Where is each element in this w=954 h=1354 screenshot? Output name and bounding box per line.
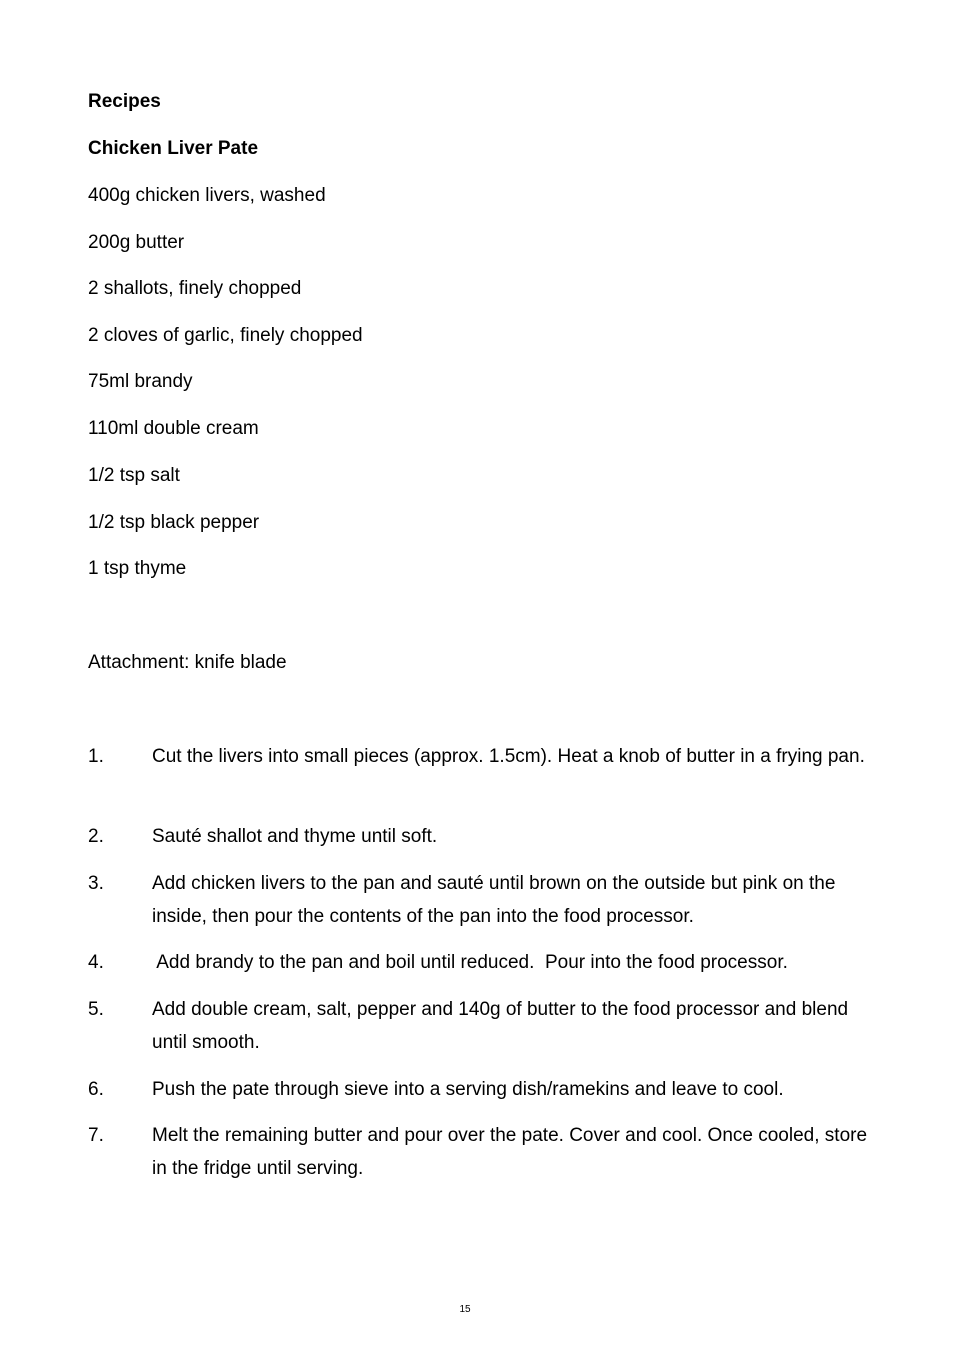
step-number: 1. — [88, 746, 104, 767]
ingredient-item: 110ml double cream — [88, 418, 259, 439]
recipe-title: Chicken Liver Pate — [88, 138, 259, 159]
ingredient-item: 200g butter — [88, 232, 185, 253]
step-number: 4. — [88, 952, 104, 973]
ingredient-item: 1/2 tsp salt — [88, 465, 180, 486]
step-text: Push the pate through sieve into a serving dish/ramekins and leave to cool. — [152, 1079, 784, 1100]
ingredient-item: 2 cloves of garlic, finely chopped — [88, 325, 363, 346]
ingredient-item: 1 tsp thyme — [88, 558, 187, 579]
step-number: 6. — [88, 1079, 104, 1100]
step-number: 7. — [88, 1125, 104, 1146]
step-text: Add double cream, salt, pepper and 140g of butter to the food processor and blend until smooth. — [152, 999, 849, 1053]
ingredient-item: 75ml brandy — [88, 371, 193, 392]
ingredient-item: 2 shallots, finely chopped — [88, 278, 302, 299]
step-text: Add chicken livers to the pan and sauté until brown on the outside but pink on the inside, then pour the contents of the pan into the food processor. — [152, 873, 836, 927]
step-text: Add brandy to the pan and boil until reduced. Pour into the food processor. — [152, 952, 788, 973]
page-number: 15 — [459, 1304, 471, 1315]
section-heading: Recipes — [88, 91, 161, 112]
step-text: Sauté shallot and thyme until soft. — [152, 826, 438, 847]
step-number: 5. — [88, 999, 104, 1020]
step-text: Cut the livers into small pieces (approx. 1.5cm). Heat a knob of butter in a frying pan. — [152, 746, 865, 767]
step-text: Melt the remaining butter and pour over the pate. Cover and cool. Once cooled, store in the fridge until serving. — [152, 1125, 868, 1179]
step-number: 3. — [88, 873, 104, 894]
ingredient-item: 400g chicken livers, washed — [88, 185, 326, 206]
attachment-note: Attachment: knife blade — [88, 652, 287, 673]
ingredient-item: 1/2 tsp black pepper — [88, 512, 260, 533]
step-number: 2. — [88, 826, 104, 847]
